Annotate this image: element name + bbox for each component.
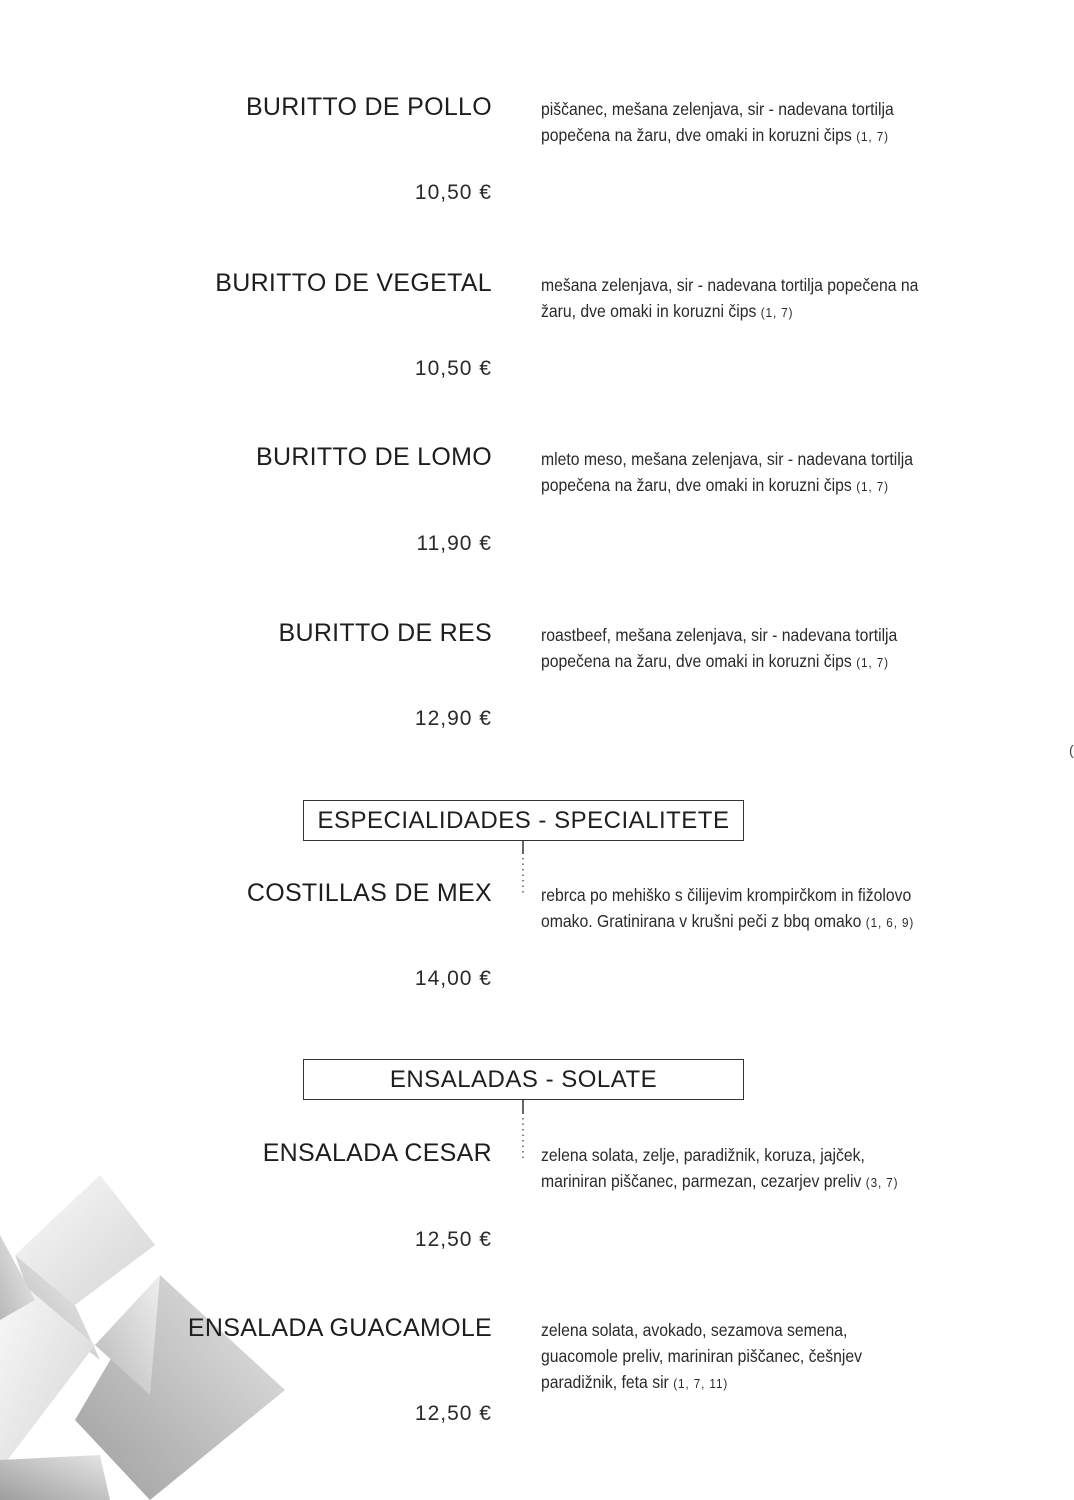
- edge-mark: (: [1069, 742, 1074, 758]
- item-description: zelena solata, zelje, paradižnik, koruza, jajček, mariniran piščanec, parmezan, cezarjev preliv (3, 7): [541, 1145, 899, 1191]
- item-description: zelena solata, avokado, sezamova semena, guacomole preliv, mariniran piščanec, češnjev paradižnik, feta sir (1, 7, 11): [541, 1320, 862, 1392]
- item-allergens: (1, 7): [856, 655, 889, 670]
- item-allergens: (1, 6, 9): [865, 915, 915, 930]
- item-description: roastbeef, mešana zelenjava, sir - nadevana tortilja popečena na žaru, dve omaki in koruzni čips (1, 7): [541, 625, 898, 671]
- item-price: 12,50 €: [414, 1228, 492, 1251]
- section-header-ensaladas: ENSALADAS - SOLATE: [303, 1059, 744, 1100]
- item-allergens: (1, 7): [760, 305, 794, 320]
- decorative-cubes: [0, 0, 320, 1500]
- item-name: BURITTO DE RES: [278, 619, 492, 647]
- item-description: mleto meso, mešana zelenjava, sir - nadevana tortilja popečena na žaru, dve omaki in koruzni čips (1, 7): [541, 449, 914, 495]
- item-price: 12,90 €: [414, 707, 492, 730]
- item-price: 10,50 €: [414, 357, 492, 380]
- item-description: mešana zelenjava, sir - nadevana tortilja popečena na žaru, dve omaki in koruzni čips (1, 7): [541, 275, 919, 321]
- item-description: piščanec, mešana zelenjava, sir - nadevana tortilja popečena na žaru, dve omaki in koruzni čips (1, 7): [541, 99, 894, 145]
- item-name: ENSALADA CESAR: [262, 1139, 492, 1167]
- item-allergens: (1, 7, 11): [673, 1376, 729, 1391]
- section-connector: [522, 841, 526, 896]
- item-allergens: (3, 7): [865, 1175, 899, 1190]
- item-name: BURITTO DE VEGETAL: [215, 269, 492, 297]
- item-name: BURITTO DE LOMO: [255, 443, 492, 471]
- item-price: 10,50 €: [414, 181, 492, 204]
- section-header-especialidades: ESPECIALIDADES - SPECIALITETE: [303, 800, 744, 841]
- item-price: 12,50 €: [414, 1402, 492, 1425]
- item-price: 11,90 €: [416, 532, 492, 555]
- section-connector: [522, 1100, 526, 1158]
- item-name: COSTILLAS DE MEX: [246, 879, 492, 907]
- item-price: 14,00 €: [414, 967, 492, 990]
- item-allergens: (1, 7): [856, 129, 889, 144]
- item-allergens: (1, 7): [856, 479, 889, 494]
- item-name: ENSALADA GUACAMOLE: [187, 1314, 492, 1342]
- item-description: rebrca po mehiško s čilijevim krompirčkom in fižolovo omako. Gratinirana v krušni peči z bbq omako (1, 6, 9): [541, 885, 915, 931]
- item-name: BURITTO DE POLLO: [245, 93, 492, 121]
